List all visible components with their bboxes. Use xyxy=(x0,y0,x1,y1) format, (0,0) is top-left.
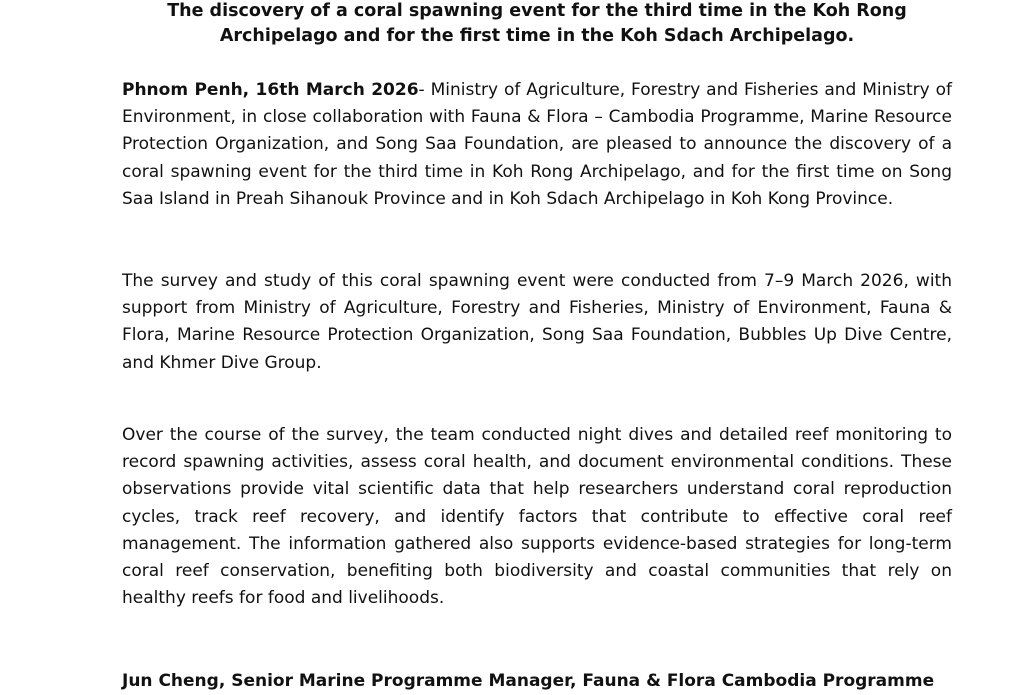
paragraph-survey: The survey and study of this coral spawning event were conducted from 7–9 March 2026, with support from Ministry of Agriculture, Forestry and Fisheries, Ministry of Environment, Fauna & Flora, Marine Resource Protection Organization, Song Saa Foundation, Bubbles Up Dive Centre, and Khmer Dive Group. xyxy=(122,271,952,373)
paragraph-announcement-text: - Ministry of Agriculture, Forestry and Fisheries and Ministry of Environment, in close collaboration with Fauna & Flora – Cambodia Programme, Marine Resource Protection Organization, and Song Saa Foundation, are pleased to announce the discovery of a coral spawning event for the third time in Koh Rong Archipelago, and for the first time on Song Saa Island in Preah Sihanouk Province and in Koh Sdach Archipelago in Koh Kong Province. xyxy=(122,80,952,209)
paragraph-observations: Over the course of the survey, the team conducted night dives and detailed reef monitoring to record spawning activities, assess coral health, and document environmental conditions. These observations provide vital scientific data that help researchers understand coral reproduction cycles, track reef recovery, and identify factors that contribute to effective coral reef management. The information gathered also supports evidence-based strategies for long-term coral reef conservation, benefiting both biodiversity and coastal communities that rely on healthy reefs for food and livelihoods. xyxy=(122,425,952,609)
quote-attribution: Jun Cheng, Senior Marine Programme Manager, Fauna & Flora Cambodia Programme xyxy=(122,671,935,691)
dateline: Phnom Penh, 16th March 2026 xyxy=(122,80,419,100)
paragraph-announcement xyxy=(122,77,952,213)
document-title: The discovery of a coral spawning event for the third time in the Koh Rong Archipelago and for the first time in the Koh Sdach Archipelago. xyxy=(167,1,907,46)
